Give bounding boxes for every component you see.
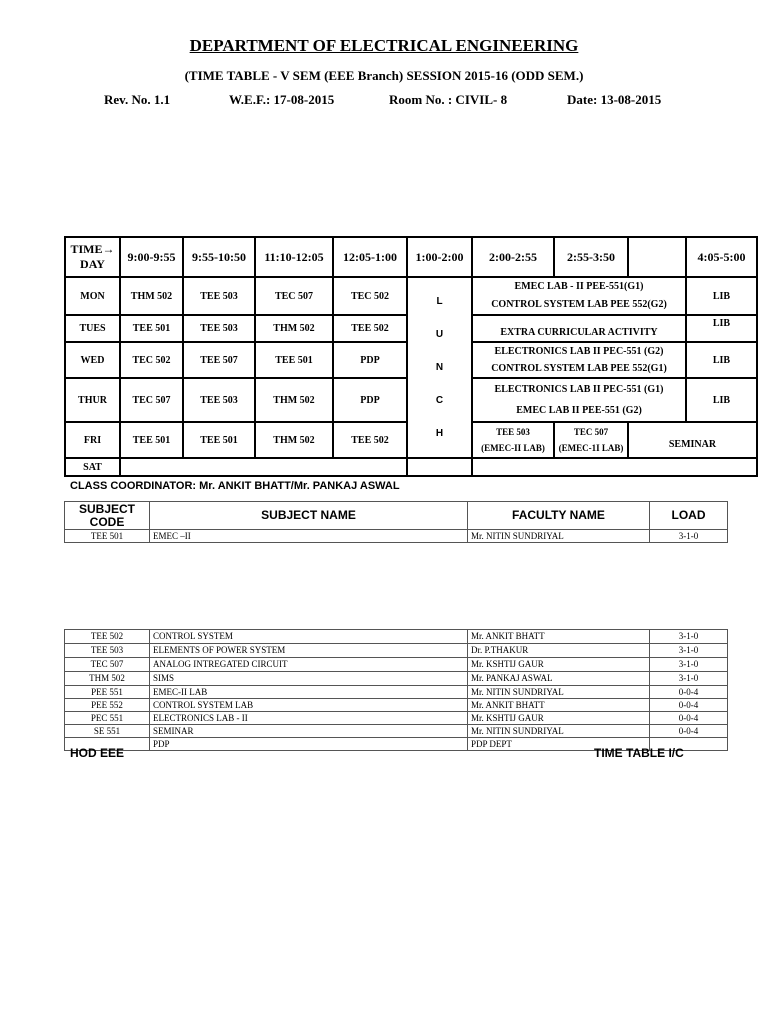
subject-code: TEE 502 (65, 630, 150, 644)
subject-load: 3-1-0 (650, 658, 728, 672)
day-row-sat (65, 458, 757, 476)
faculty-name: Mr. PANKAJ ASWAL (468, 672, 650, 686)
table-row (65, 658, 728, 672)
lunch-letter: N (435, 362, 444, 373)
library-cell: LIB (686, 315, 757, 342)
period-cell: TEE 502 (333, 315, 407, 342)
timetable-header-row (65, 237, 757, 277)
faculty-name: Mr. NITIN SUNDRIYAL (468, 725, 650, 738)
subject-code: PEE 552 (65, 699, 150, 712)
subject-code: TEC 507 (65, 658, 150, 672)
slot-header: 2:55-3:50 (554, 237, 628, 277)
corner-time-label: TIME→ (70, 242, 115, 256)
subject-name: ELEMENTS OF POWER SYSTEM (150, 644, 468, 658)
period-cell: THM 502 (120, 277, 183, 315)
afternoon-line: ELECTRONICS LAB II PEC-551 (G2) (494, 346, 664, 357)
afternoon-line: CONTROL SYSTEM LAB PEE 552(G1) (491, 363, 667, 374)
subject-load: 0-0-4 (650, 686, 728, 699)
subject-load: 3-1-0 (650, 672, 728, 686)
subject-table-header (65, 502, 728, 530)
afternoon-activity-cell: EXTRA CURRICULAR ACTIVITY (472, 315, 686, 342)
friday-lab-cell (554, 422, 628, 458)
issue-date: Date: 13-08-2015 (567, 92, 662, 107)
day-label: WED (65, 342, 120, 378)
subject-load: 0-0-4 (650, 712, 728, 725)
column-header: SUBJECT CODE (65, 502, 150, 530)
subject-name: PDP (150, 738, 468, 751)
slot-header: 9:55-10:50 (183, 237, 255, 277)
lunch-letter: U (435, 329, 444, 340)
slot-header: 4:05-5:00 (686, 237, 757, 277)
subject-load: 3-1-0 (650, 630, 728, 644)
period-cell: TEC 507 (120, 378, 183, 422)
subject-name: EMEC-II LAB (150, 686, 468, 699)
subject-name: ELECTRONICS LAB - II (150, 712, 468, 725)
page-subtitle: (TIME TABLE - V SEM (EEE Branch) SESSION 2015-16 (ODD SEM.) (184, 68, 584, 83)
subject-load: 3-1-0 (650, 644, 728, 658)
friday-lab-line: TEC 507 (573, 427, 609, 437)
slot-header-empty (628, 237, 686, 277)
timetable-incharge-label: TIME TABLE I/C (594, 746, 684, 760)
table-row (65, 712, 728, 725)
subject-name: CONTROL SYSTEM LAB (150, 699, 468, 712)
table-row (65, 530, 728, 543)
afternoon-line: ELECTRONICS LAB II PEC-551 (G1) (494, 384, 664, 395)
lunch-letter: C (435, 395, 444, 406)
column-header: FACULTY NAME (468, 502, 650, 530)
subject-name: EMEC –II (150, 530, 468, 543)
page-title: DEPARTMENT OF ELECTRICAL ENGINEERING (189, 36, 579, 55)
slot-header: 12:05-1:00 (333, 237, 407, 277)
library-cell: LIB (686, 378, 757, 422)
period-cell: TEE 501 (120, 315, 183, 342)
afternoon-lab-cell (472, 342, 686, 378)
subject-code: TEE 501 (65, 530, 150, 543)
faculty-name: Mr. NITIN SUNDRIYAL (468, 686, 650, 699)
period-cell: THM 502 (255, 315, 333, 342)
period-cell: TEE 503 (183, 277, 255, 315)
day-label: TUES (65, 315, 120, 342)
faculty-name: Mr. ANKIT BHATT (468, 630, 650, 644)
faculty-name: Mr. KSHTIJ GAUR (468, 712, 650, 725)
subject-table-bottom (64, 629, 728, 751)
faculty-name: Dr. P.THAKUR (468, 644, 650, 658)
lunch-letter: L (436, 296, 443, 307)
table-row (65, 644, 728, 658)
room-number: Room No. : CIVIL- 8 (389, 92, 508, 107)
friday-lab-line: (EMEC-1I LAB) (558, 443, 624, 453)
period-cell: TEC 502 (120, 342, 183, 378)
subject-table-top (64, 501, 728, 543)
faculty-name: Mr. KSHTIJ GAUR (468, 658, 650, 672)
corner-day-label: DAY (80, 257, 105, 271)
empty-cell (472, 458, 757, 476)
subject-code: TEE 503 (65, 644, 150, 658)
lunch-letter: H (435, 428, 444, 439)
friday-lab-cell (472, 422, 554, 458)
column-header: LOAD (650, 502, 728, 530)
friday-lab-line: TEE 503 (496, 427, 530, 437)
slot-header: 11:10-12:05 (255, 237, 333, 277)
subject-load: 0-0-4 (650, 699, 728, 712)
afternoon-line: EMEC LAB II PEE-551 (G2) (516, 405, 642, 416)
slot-header: 1:00-2:00 (407, 237, 472, 277)
empty-cell (407, 458, 472, 476)
period-cell: TEE 501 (183, 422, 255, 458)
period-cell: TEE 503 (183, 315, 255, 342)
afternoon-lab-cell (472, 277, 686, 315)
timetable (64, 236, 758, 477)
period-cell: THM 502 (255, 422, 333, 458)
seminar-cell: SEMINAR (628, 422, 757, 458)
day-label: MON (65, 277, 120, 315)
subject-name: SIMS (150, 672, 468, 686)
subject-name: ANALOG INTREGATED CIRCUIT (150, 658, 468, 672)
subject-load: 3-1-0 (650, 530, 728, 543)
table-row (65, 699, 728, 712)
day-label: THUR (65, 378, 120, 422)
library-cell: LIB (686, 277, 757, 315)
library-cell: LIB (686, 342, 757, 378)
day-label: FRI (65, 422, 120, 458)
faculty-name: PDP DEPT (468, 738, 650, 751)
day-label: SAT (65, 458, 120, 476)
table-row (65, 686, 728, 699)
period-cell: PDP (333, 342, 407, 378)
slot-header: 2:00-2:55 (472, 237, 554, 277)
subject-name: CONTROL SYSTEM (150, 630, 468, 644)
period-cell: TEE 503 (183, 378, 255, 422)
slot-header: 9:00-9:55 (120, 237, 183, 277)
afternoon-line: CONTROL SYSTEM LAB PEE 552(G2) (491, 299, 667, 310)
column-header: SUBJECT NAME (150, 502, 468, 530)
time-day-corner (65, 237, 120, 277)
subject-code: THM 502 (65, 672, 150, 686)
day-row-mon (65, 277, 757, 315)
table-row (65, 630, 728, 644)
subject-load: 0-0-4 (650, 725, 728, 738)
class-coordinator: CLASS COORDINATOR: Mr. ANKIT BHATT/Mr. PANKAJ ASWAL (70, 480, 400, 492)
subject-code: PEC 551 (65, 712, 150, 725)
subject-name: SEMINAR (150, 725, 468, 738)
revision-number: Rev. No. 1.1 (104, 92, 171, 107)
period-cell: THM 502 (255, 378, 333, 422)
period-cell: PDP (333, 378, 407, 422)
empty-cell (120, 458, 407, 476)
subject-code: PEE 551 (65, 686, 150, 699)
afternoon-line: EMEC LAB - II PEE-551(G1) (514, 281, 644, 292)
period-cell: TEE 507 (183, 342, 255, 378)
faculty-name: Mr. NITIN SUNDRIYAL (468, 530, 650, 543)
table-row (65, 725, 728, 738)
friday-lab-line: (EMEC-II LAB) (481, 443, 545, 453)
period-cell: TEE 501 (255, 342, 333, 378)
period-cell: TEE 502 (333, 422, 407, 458)
period-cell: TEC 502 (333, 277, 407, 315)
lunch-column (407, 277, 472, 458)
subject-code: SE 551 (65, 725, 150, 738)
period-cell: TEC 507 (255, 277, 333, 315)
effective-date: W.E.F.: 17-08-2015 (229, 92, 335, 107)
faculty-name: Mr. ANKIT BHATT (468, 699, 650, 712)
period-cell: TEE 501 (120, 422, 183, 458)
table-row (65, 672, 728, 686)
hod-signature-label: HOD EEE (70, 746, 125, 760)
afternoon-lab-cell (472, 378, 686, 422)
